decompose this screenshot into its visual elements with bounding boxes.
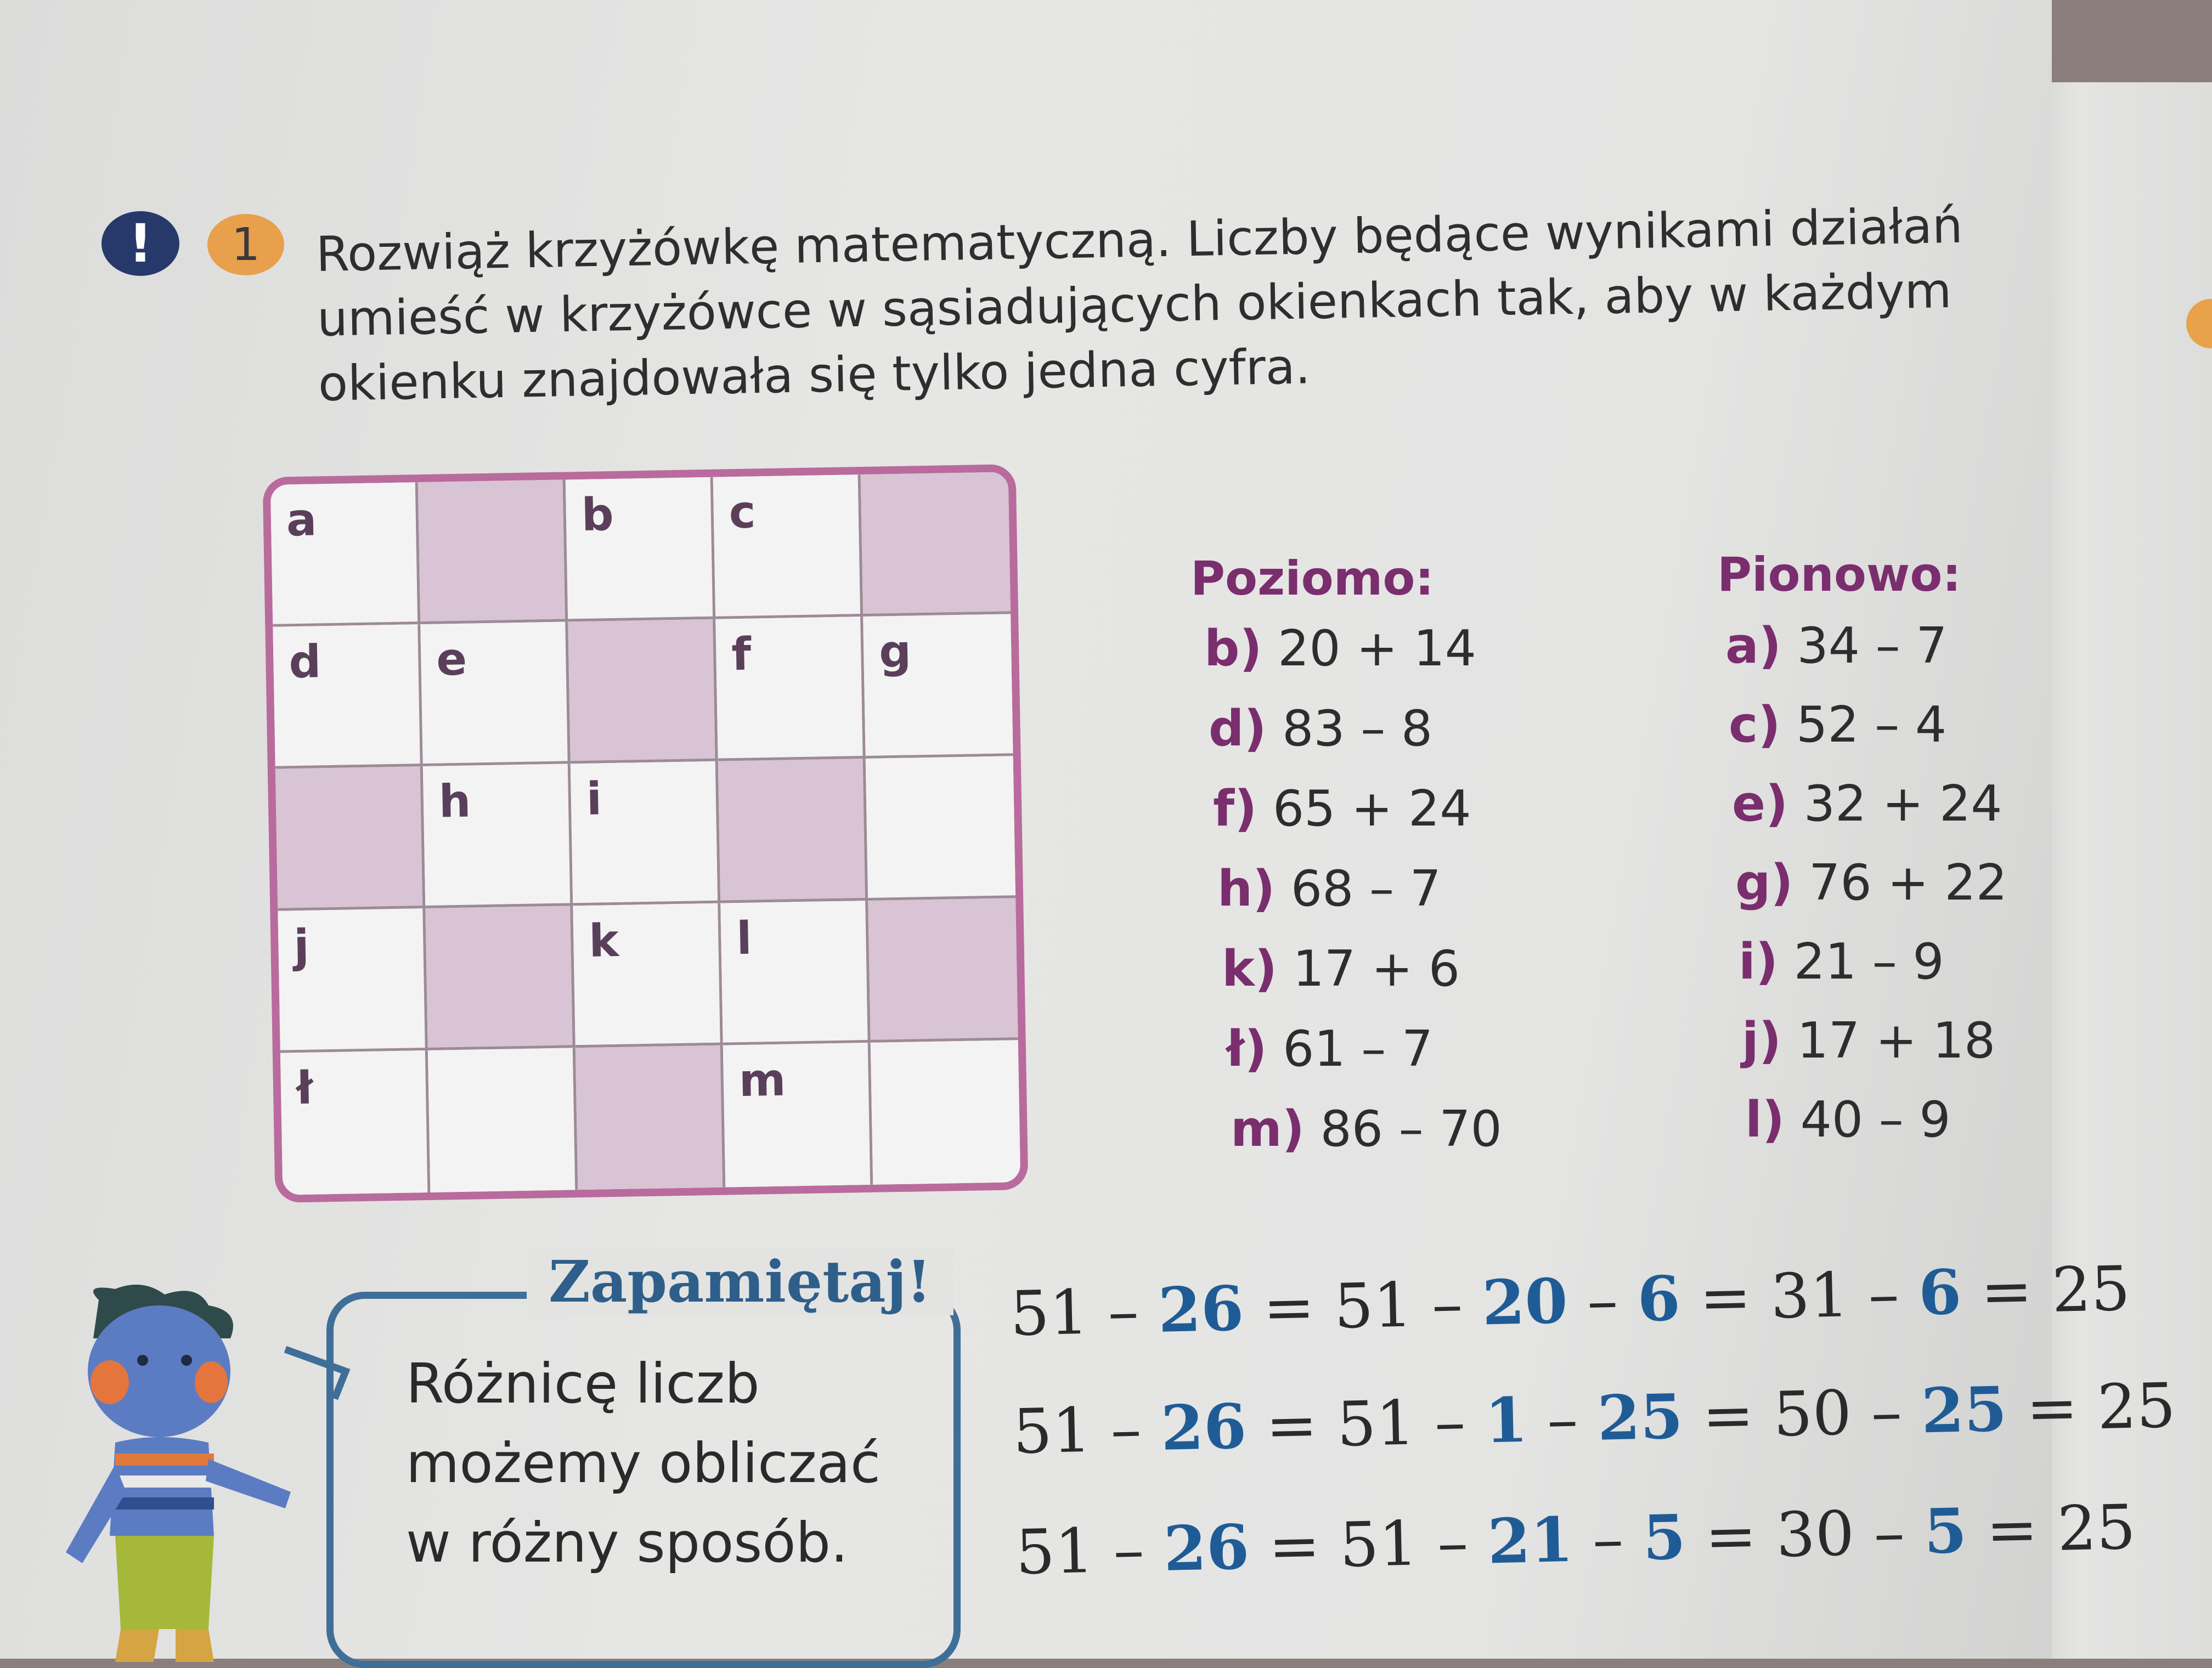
crossword-cell-label: e [436, 633, 467, 686]
crossword-cell[interactable] [713, 474, 863, 619]
equation-part: 51 – [1015, 1513, 1165, 1588]
down-clue [1745, 1091, 1951, 1149]
highlighted-number: 26 [1163, 1511, 1250, 1585]
down-clue [1735, 854, 2007, 912]
crossword-cell[interactable] [423, 764, 573, 908]
equation-part: = 31 – [1679, 1258, 1920, 1335]
clue-expression: 20 + 14 [1278, 620, 1476, 677]
clue-expression: 34 – 7 [1797, 617, 1948, 675]
crossword-cell[interactable] [866, 756, 1015, 901]
equation-part: = 51 – [1243, 1268, 1483, 1345]
highlighted-number: 5 [1923, 1495, 1968, 1568]
crossword-cell-label: i [586, 773, 602, 825]
crossword-cell[interactable] [575, 1045, 725, 1190]
highlighted-number: 26 [1157, 1273, 1245, 1347]
equation-part: – [1527, 1383, 1599, 1456]
crossword-cell[interactable] [861, 472, 1011, 617]
crossword-cell[interactable] [720, 901, 870, 1045]
clue-key: k) [1222, 940, 1277, 998]
equation-part: = 25 [1960, 1253, 2131, 1328]
crossword-cell[interactable] [863, 614, 1013, 759]
crossword-cell-label: g [878, 625, 912, 678]
clue-key: m) [1231, 1100, 1305, 1158]
crossword-cell-label: d [288, 636, 321, 689]
down-heading: Pionowo: [1717, 547, 1961, 602]
clue-expression: 52 – 4 [1796, 696, 1947, 754]
highlighted-number: 26 [1160, 1390, 1248, 1465]
equation-line [1015, 1491, 2136, 1588]
highlighted-number: 25 [1920, 1373, 2008, 1448]
across-clue [1209, 700, 1432, 757]
clue-expression: 40 – 9 [1800, 1091, 1951, 1149]
across-clue [1213, 780, 1471, 838]
across-clue [1226, 1020, 1433, 1078]
crossword-cell[interactable] [420, 621, 570, 766]
equation-part: = 30 – [1685, 1496, 1925, 1574]
crossword-cell[interactable] [571, 761, 720, 906]
important-badge-icon: ! [101, 211, 179, 276]
clue-key: b) [1204, 620, 1262, 677]
down-clue [1739, 933, 1944, 991]
highlighted-number: 5 [1642, 1501, 1687, 1575]
remember-line-2: możemy obliczać [406, 1431, 881, 1495]
crossword-grid [270, 472, 1020, 1195]
clue-expression: 21 – 9 [1793, 933, 1944, 991]
equation-part: 51 – [1009, 1275, 1159, 1350]
crossword-cell-label: h [438, 775, 472, 828]
crossword-cell[interactable] [718, 759, 868, 903]
highlighted-number: 20 [1481, 1265, 1568, 1339]
crossword-cell[interactable] [715, 617, 865, 761]
clue-expression: 17 + 6 [1293, 940, 1460, 998]
across-clue [1217, 860, 1441, 918]
crossword-cell[interactable] [275, 766, 425, 911]
equation-line [1009, 1253, 2131, 1350]
crossword-cell[interactable] [723, 1043, 873, 1188]
across-clue [1222, 940, 1460, 998]
highlighted-number: 6 [1637, 1263, 1681, 1336]
crossword-cell[interactable] [270, 482, 420, 627]
task-line-2: umieść w krzyżówce w sąsiadujących okienkach tak, aby w każdym [317, 262, 1953, 347]
task-line-3: okienku znajdowała się tylko jedna cyfra. [318, 338, 1311, 412]
clue-expression: 86 – 70 [1320, 1100, 1502, 1158]
equation-part: – [1566, 1264, 1639, 1337]
clue-key: a) [1725, 617, 1781, 675]
task-instructions [315, 193, 1976, 416]
equation-line [1012, 1370, 2176, 1468]
clue-expression: 65 + 24 [1272, 780, 1471, 838]
crossword-cell[interactable] [566, 477, 715, 622]
remember-line-3: w różny sposób. [406, 1511, 848, 1575]
crossword-cell-label: b [581, 488, 614, 541]
crossword-cell[interactable] [871, 1040, 1020, 1185]
equation-part: = 51 – [1245, 1386, 1486, 1463]
clue-expression: 61 – 7 [1283, 1020, 1434, 1078]
crossword-cell-label: l [736, 912, 753, 965]
clue-key: h) [1217, 860, 1276, 918]
crossword-frame [263, 464, 1029, 1203]
down-clue [1729, 696, 1946, 754]
crossword-cell-label: j [293, 920, 310, 973]
exercise-number-badge: 1 [207, 214, 284, 275]
clue-key: j) [1742, 1012, 1781, 1070]
remember-line-1: Różnicę liczb [406, 1352, 760, 1416]
crossword-cell[interactable] [428, 1048, 578, 1192]
crossword-cell[interactable] [573, 903, 723, 1048]
crossword-cell[interactable] [568, 619, 718, 764]
clue-key: e) [1732, 775, 1788, 833]
equation-part: = 25 [2006, 1370, 2176, 1445]
crossword-cell-label: ł [296, 1062, 314, 1115]
crossword-cell[interactable] [280, 1050, 430, 1195]
clue-key: d) [1209, 700, 1267, 757]
clue-expression: 76 + 22 [1809, 854, 2007, 912]
crossword-cell[interactable] [273, 624, 422, 769]
clue-key: c) [1729, 696, 1781, 754]
clue-expression: 68 – 7 [1290, 860, 1441, 918]
crossword-cell[interactable] [418, 479, 568, 624]
equation-part: = 50 – [1682, 1376, 1922, 1453]
across-heading: Poziomo: [1190, 551, 1434, 606]
equation-part: = 25 [1966, 1491, 2137, 1567]
highlighted-number: 21 [1487, 1503, 1574, 1578]
crossword-cell[interactable] [278, 908, 427, 1053]
clue-expression: 17 + 18 [1797, 1012, 1996, 1070]
crossword-cell-label: f [731, 628, 752, 681]
down-clue [1725, 617, 1947, 675]
across-clue [1204, 620, 1476, 677]
crossword-cell-label: m [738, 1054, 787, 1107]
down-clue [1732, 775, 2002, 833]
highlighted-number: 25 [1596, 1381, 1684, 1455]
equation-part: 51 – [1012, 1393, 1162, 1468]
across-clue [1231, 1100, 1502, 1158]
remember-title: Zapamiętaj! [527, 1248, 953, 1315]
highlighted-number: 6 [1917, 1256, 1962, 1330]
clue-key: g) [1735, 854, 1793, 912]
crossword-cell-label: a [286, 494, 318, 547]
clue-expression: 83 – 8 [1282, 700, 1433, 757]
task-line-1: Rozwiąż krzyżówkę matematyczną. Liczby będące wynikami działań [315, 197, 1963, 282]
crossword-cell[interactable] [868, 898, 1018, 1043]
clue-key: ł) [1226, 1020, 1267, 1078]
crossword-cell-label: c [728, 486, 757, 539]
clue-expression: 32 + 24 [1803, 775, 2002, 833]
clue-key: i) [1739, 933, 1778, 991]
crossword-cell[interactable] [425, 906, 575, 1050]
crossword-cell-label: k [588, 914, 619, 968]
equation-part: – [1572, 1503, 1644, 1576]
down-clue [1742, 1012, 1995, 1070]
highlighted-number: 1 [1484, 1384, 1529, 1457]
equation-part: = 51 – [1248, 1506, 1489, 1584]
remember-text [406, 1344, 881, 1582]
clue-key: l) [1745, 1091, 1785, 1149]
clue-key: f) [1213, 780, 1257, 838]
